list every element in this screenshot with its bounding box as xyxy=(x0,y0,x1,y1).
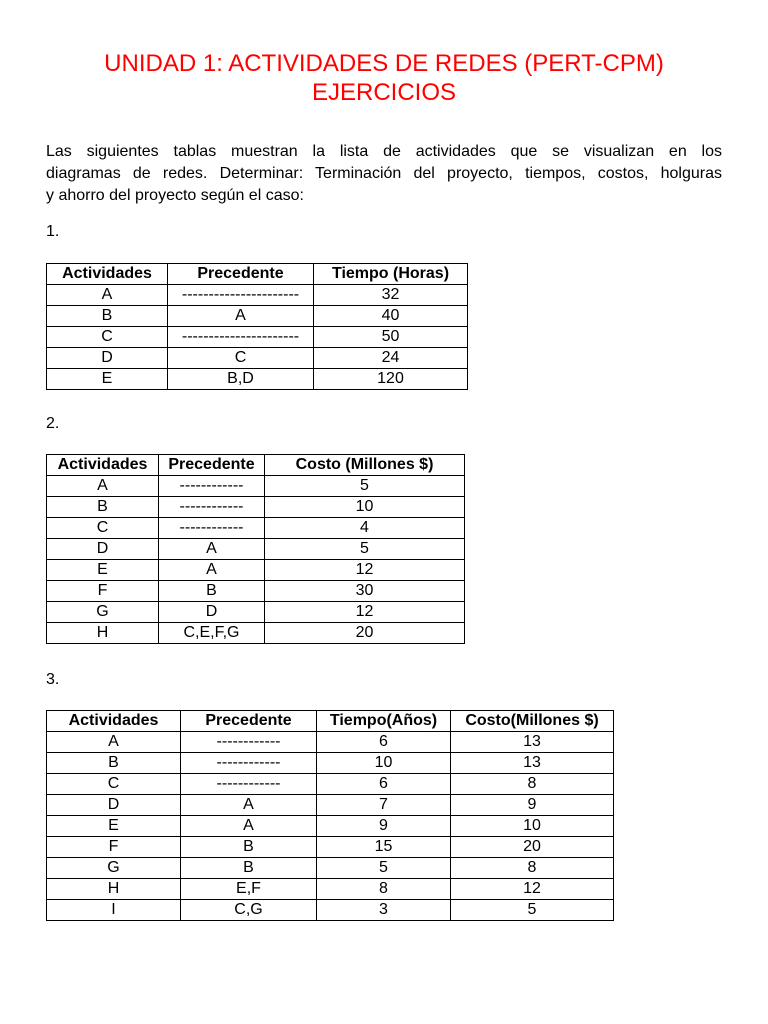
intro-paragraph xyxy=(46,141,722,207)
table-cell: E xyxy=(47,560,159,581)
table-cell: 20 xyxy=(451,837,614,858)
table-cell: ---------------------- xyxy=(168,327,314,348)
table-row xyxy=(47,837,614,858)
table-cell: A xyxy=(47,476,159,497)
exercise-number: 1. xyxy=(46,223,60,240)
table-cell: ------------ xyxy=(159,497,265,518)
table-row xyxy=(47,816,614,837)
column-header: Actividades xyxy=(47,711,181,732)
table-cell: 7 xyxy=(317,795,451,816)
table-cell: E xyxy=(47,369,168,390)
table-cell: 12 xyxy=(265,560,465,581)
intro-line: diagramas de redes. Determinar: Terminación del proyecto, tiempos, costos, holguras xyxy=(46,165,722,182)
table-cell: E,F xyxy=(181,879,317,900)
table-cell: 120 xyxy=(314,369,468,390)
table-cell: ------------ xyxy=(181,732,317,753)
table-header-row xyxy=(47,264,468,285)
table-cell: ------------ xyxy=(159,518,265,539)
table-row xyxy=(47,602,465,623)
table-cell: ------------ xyxy=(181,753,317,774)
table-cell: H xyxy=(47,879,181,900)
column-header: Actividades xyxy=(47,455,159,476)
table-row xyxy=(47,560,465,581)
table-row xyxy=(47,623,465,644)
table-cell: 6 xyxy=(317,732,451,753)
table-cell: 30 xyxy=(265,581,465,602)
table-cell: 5 xyxy=(317,858,451,879)
table-row xyxy=(47,348,468,369)
table-row xyxy=(47,879,614,900)
table-cell: 6 xyxy=(317,774,451,795)
table-cell: C xyxy=(47,327,168,348)
table-cell: 12 xyxy=(451,879,614,900)
table-cell: C,E,F,G xyxy=(159,623,265,644)
table-row xyxy=(47,858,614,879)
table-cell: G xyxy=(47,858,181,879)
table-cell: B xyxy=(47,753,181,774)
table-row xyxy=(47,795,614,816)
column-header: Costo (Millones $) xyxy=(265,455,465,476)
table-cell: A xyxy=(47,285,168,306)
table-cell: B xyxy=(159,581,265,602)
table-cell: B xyxy=(181,837,317,858)
document-subtitle: EJERCICIOS xyxy=(311,79,457,106)
table-row xyxy=(47,306,468,327)
table-cell: C,G xyxy=(181,900,317,921)
table-cell: 10 xyxy=(265,497,465,518)
table-cell: 8 xyxy=(317,879,451,900)
table-cell: 5 xyxy=(265,539,465,560)
table-cell: 9 xyxy=(317,816,451,837)
table-cell: D xyxy=(47,348,168,369)
table-cell: ------------ xyxy=(159,476,265,497)
column-header: Precedente xyxy=(181,711,317,732)
table-cell: ------------ xyxy=(181,774,317,795)
table-cell: D xyxy=(47,539,159,560)
column-header: Costo(Millones $) xyxy=(451,711,614,732)
table-cell: F xyxy=(47,581,159,602)
table-cell: 13 xyxy=(451,732,614,753)
exercise-1-table xyxy=(46,263,468,390)
table-cell: B xyxy=(47,497,159,518)
table-cell: 40 xyxy=(314,306,468,327)
table-cell: 8 xyxy=(451,774,614,795)
column-header: Precedente xyxy=(159,455,265,476)
table-row xyxy=(47,774,614,795)
table-cell: 9 xyxy=(451,795,614,816)
table-cell: 10 xyxy=(317,753,451,774)
table-cell: A xyxy=(168,306,314,327)
table-cell: B,D xyxy=(168,369,314,390)
table-row xyxy=(47,732,614,753)
table-cell: 5 xyxy=(265,476,465,497)
table-cell: A xyxy=(47,732,181,753)
table-cell: ---------------------- xyxy=(168,285,314,306)
table-cell: I xyxy=(47,900,181,921)
table-row xyxy=(47,753,614,774)
exercise-number: 2. xyxy=(46,415,60,432)
table-cell: B xyxy=(47,306,168,327)
table-cell: A xyxy=(159,539,265,560)
table-cell: 3 xyxy=(317,900,451,921)
table-cell: C xyxy=(168,348,314,369)
table-row xyxy=(47,900,614,921)
column-header: Actividades xyxy=(47,264,168,285)
column-header: Tiempo(Años) xyxy=(317,711,451,732)
table-row xyxy=(47,581,465,602)
table-cell: 12 xyxy=(265,602,465,623)
column-header: Precedente xyxy=(168,264,314,285)
exercise-3-table xyxy=(46,710,614,921)
table-cell: A xyxy=(159,560,265,581)
table-cell: D xyxy=(159,602,265,623)
table-cell: B xyxy=(181,858,317,879)
table-cell: 8 xyxy=(451,858,614,879)
table-cell: H xyxy=(47,623,159,644)
table-cell: 24 xyxy=(314,348,468,369)
table-row xyxy=(47,539,465,560)
table-cell: 15 xyxy=(317,837,451,858)
table-cell: E xyxy=(47,816,181,837)
table-cell: D xyxy=(47,795,181,816)
table-cell: 50 xyxy=(314,327,468,348)
table-cell: G xyxy=(47,602,159,623)
table-row xyxy=(47,518,465,539)
table-cell: 20 xyxy=(265,623,465,644)
exercise-2-table xyxy=(46,454,465,644)
table-row xyxy=(47,476,465,497)
intro-line: Las siguientes tablas muestran la lista de actividades que se visualizan en los xyxy=(46,143,722,160)
table-row xyxy=(47,497,465,518)
table-cell: 10 xyxy=(451,816,614,837)
table-cell: 4 xyxy=(265,518,465,539)
column-header: Tiempo (Horas) xyxy=(314,264,468,285)
table-cell: A xyxy=(181,795,317,816)
table-cell: C xyxy=(47,774,181,795)
table-cell: C xyxy=(47,518,159,539)
table-cell: F xyxy=(47,837,181,858)
table-cell: 5 xyxy=(451,900,614,921)
document-title: UNIDAD 1: ACTIVIDADES DE REDES (PERT-CPM) xyxy=(104,50,664,77)
table-row xyxy=(47,327,468,348)
table-cell: A xyxy=(181,816,317,837)
table-row xyxy=(47,285,468,306)
intro-line: y ahorro del proyecto según el caso: xyxy=(46,187,304,204)
table-header-row xyxy=(47,455,465,476)
exercise-number: 3. xyxy=(46,671,60,688)
table-row xyxy=(47,369,468,390)
table-header-row xyxy=(47,711,614,732)
table-cell: 13 xyxy=(451,753,614,774)
table-cell: 32 xyxy=(314,285,468,306)
